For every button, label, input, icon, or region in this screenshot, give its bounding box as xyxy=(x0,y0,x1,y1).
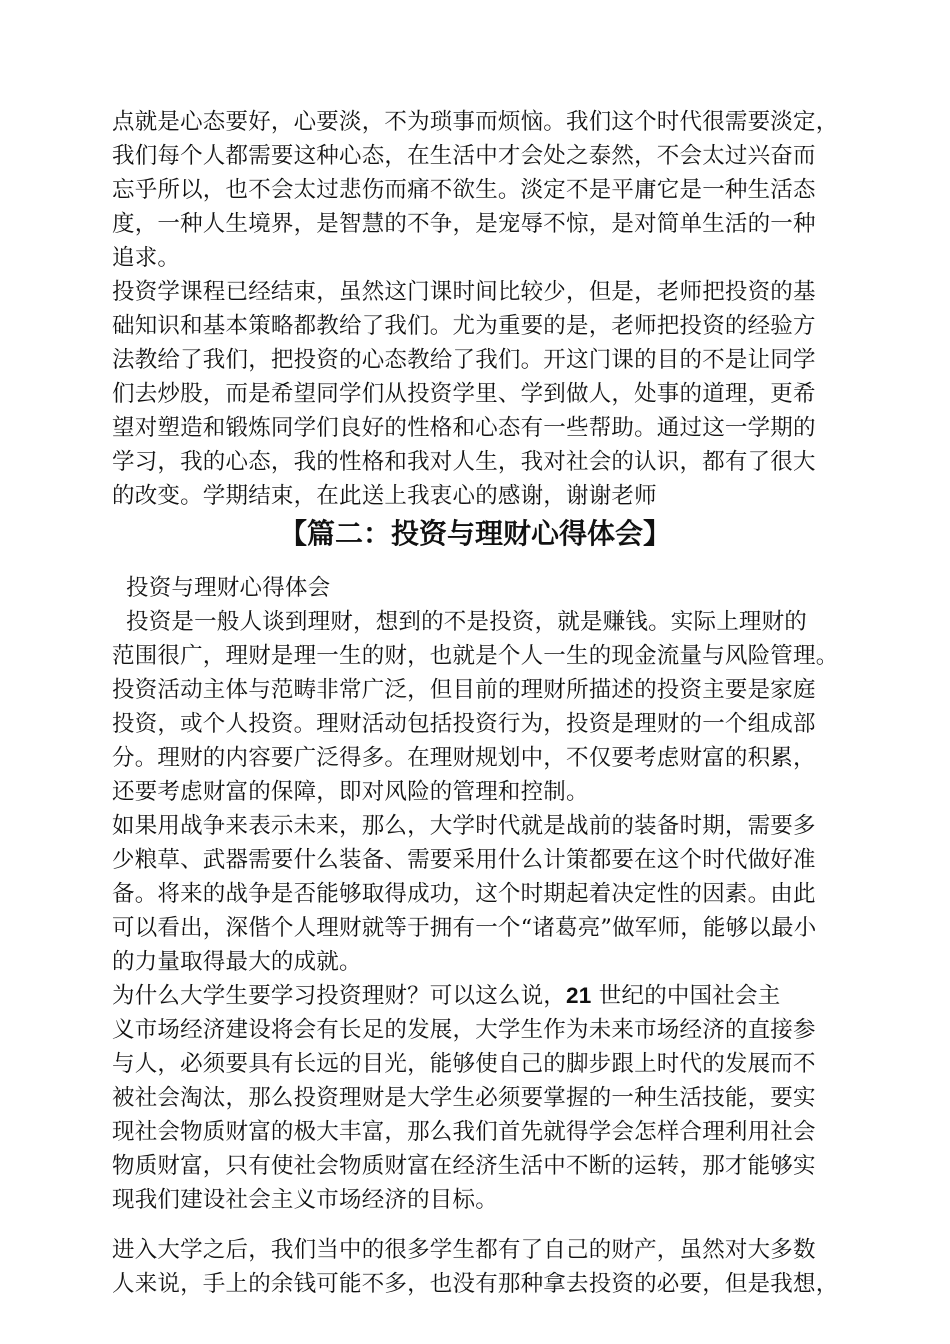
text-line: 与人，必须要具有长远的目光，能够使自己的脚步跟上时代的发展而不 xyxy=(112,1051,816,1077)
section-heading: 【篇二：投资与理财心得体会】 xyxy=(278,517,671,550)
text-line: 现社会物质财富的极大丰富，那么我们首先就得学会怎样合理利用社会 xyxy=(112,1119,816,1145)
text-line: 投资是一般人谈到理财，想到的不是投资，就是赚钱。实际上理财的 xyxy=(126,609,808,635)
text-line: 可以看出，深偕个人理财就等于拥有一个“诸葛亮”做军师，能够以最小 xyxy=(112,915,817,941)
text-line: 分。理财的内容要广泛得多。在理财规划中，不仅要考虑财富的积累， xyxy=(112,745,816,771)
text-line: 被社会淘汰，那么投资理财是大学生必须要掌握的一种生活技能，要实 xyxy=(112,1085,816,1111)
century-number: 21 xyxy=(566,983,592,1008)
text-line xyxy=(112,980,852,1012)
text-line: 备。将来的战争是否能够取得成功，这个时期起着决定性的因素。由此 xyxy=(112,881,816,907)
text-line: 忘乎所以，也不会太过悲伤而痛不欲生。淡定不是平庸它是一种生活态 xyxy=(112,177,816,203)
text-line: 现我们建设社会主义市场经济的目标。 xyxy=(112,1187,498,1213)
text-line: 点就是心态要好，心要淡，不为琐事而烦恼。我们这个时代很需要淡定， xyxy=(112,109,839,135)
text-line: 义市场经济建设将会有长足的发展，大学生作为未来市场经济的直接参 xyxy=(112,1017,816,1043)
text-line: 如果用战争来表示未来，那么，大学时代就是战前的装备时期，需要多 xyxy=(112,813,816,839)
text-line: 投资活动主体与范畴非常广泛，但目前的理财所描述的投资主要是家庭 xyxy=(112,677,816,703)
text-line: 范围很广，理财是理一生的财，也就是个人一生的现金流量与风险管理。 xyxy=(112,643,839,669)
text-segment: 为什么大学生要学习投资理财？可以这么说， xyxy=(112,983,567,1009)
text-line: 物质财富，只有使社会物质财富在经济生活中不断的运转，那才能够实 xyxy=(112,1153,816,1179)
text-line: 投资，或个人投资。理财活动包括投资行为，投资是理财的一个组成部 xyxy=(112,711,816,737)
text-segment: 世纪的中国社会主 xyxy=(591,983,781,1009)
text-line: 础知识和基本策略都教给了我们。尤为重要的是，老师把投资的经验方 xyxy=(112,313,816,339)
text-line: 进入大学之后，我们当中的很多学生都有了自己的财产，虽然对大多数 xyxy=(112,1237,816,1263)
text-line: 法教给了我们，把投资的心态教给了我们。开这门课的目的不是让同学 xyxy=(112,347,816,373)
text-line: 的改变。学期结束，在此送上我衷心的感谢，谢谢老师 xyxy=(112,483,657,509)
text-line: 学习，我的心态，我的性格和我对人生，我对社会的认识，都有了很大 xyxy=(112,449,816,475)
text-line: 还要考虑财富的保障，即对风险的管理和控制。 xyxy=(112,779,589,805)
subtitle: 投资与理财心得体会 xyxy=(126,575,331,601)
text-line: 的力量取得最大的成就。 xyxy=(112,949,362,975)
text-line: 少粮草、武器需要什么装备、需要采用什么计策都要在这个时代做好准 xyxy=(112,847,816,873)
text-line: 投资学课程已经结束，虽然这门课时间比较少，但是，老师把投资的基 xyxy=(112,279,816,305)
text-line: 度，一种人生境界，是智慧的不争，是宠辱不惊，是对简单生活的一种 xyxy=(112,211,816,237)
text-line: 们去炒股，而是希望同学们从投资学里、学到做人，处事的道理，更希 xyxy=(112,381,816,407)
text-line: 人来说，手上的余钱可能不多，也没有那种拿去投资的必要，但是我想， xyxy=(112,1271,839,1297)
text-line: 追求。 xyxy=(112,245,181,271)
text-line: 我们每个人都需要这种心态，在生活中才会处之泰然，不会太过兴奋而 xyxy=(112,143,816,169)
text-line: 望对塑造和锻炼同学们良好的性格和心态有一些帮助。通过这一学期的 xyxy=(112,415,816,441)
